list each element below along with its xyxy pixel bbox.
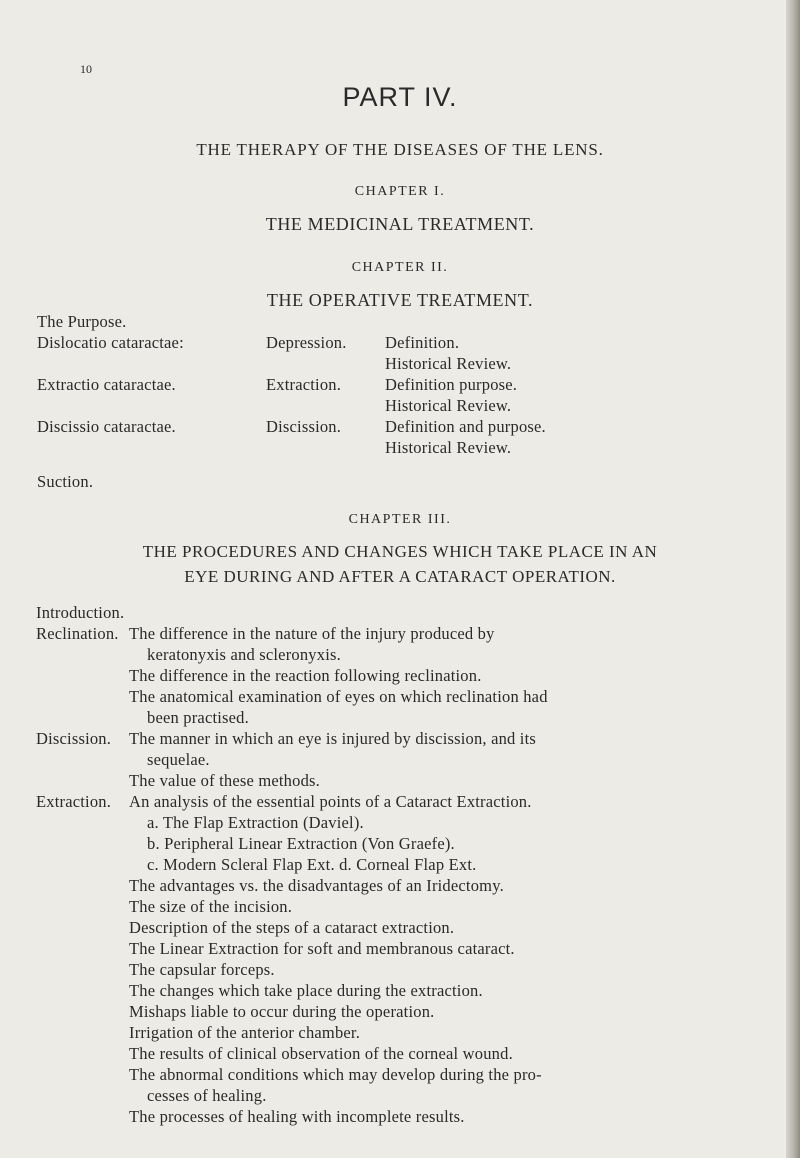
part-title: PART IV. [342, 82, 458, 112]
body-line: been practised. [147, 708, 249, 727]
side-heading-discission: Discission. [36, 729, 112, 748]
purpose-line: The Purpose. [37, 312, 127, 331]
body-line: The capsular forceps. [129, 960, 275, 979]
body-line: The Linear Extraction for soft and membranous cataract. [129, 939, 515, 958]
body-line: The value of these methods. [129, 771, 320, 790]
latin-term: Extractio cataractae. [37, 375, 176, 394]
topic-line: Definition purpose. [385, 375, 518, 394]
operation-name: Depression. [266, 333, 347, 352]
body-line: b. Peripheral Linear Extraction (Von Graefe). [147, 834, 455, 853]
topic-line: Definition and purpose. [385, 417, 546, 436]
operation-name: Extraction. [266, 375, 342, 394]
main-title: THE THERAPY OF THE DISEASES OF THE LENS. [196, 140, 604, 159]
introduction-line: Introduction. [36, 603, 125, 622]
page-number: 10 [80, 62, 92, 76]
side-heading-extraction: Extraction. [36, 792, 112, 811]
topic-line: Historical Review. [385, 354, 512, 373]
body-line: sequelae. [147, 750, 210, 769]
topic-line: Definition. [385, 333, 460, 352]
body-line: The results of clinical observation of the corneal wound. [129, 1044, 513, 1063]
body-line: The difference in the nature of the injury produced by [129, 624, 495, 643]
chapter-1-label: CHAPTER I. [354, 184, 446, 199]
operation-name: Discission. [266, 417, 342, 436]
body-line: The advantages vs. the disadvantages of an Iridectomy. [129, 876, 504, 895]
body-line: Description of the steps of a cataract extraction. [129, 918, 455, 937]
body-line: cesses of healing. [147, 1086, 267, 1105]
body-line: keratonyxis and scleronyxis. [147, 645, 341, 664]
body-line: c. Modern Scleral Flap Ext. d. Corneal Flap Ext. [147, 855, 477, 874]
body-line: The anatomical examination of eyes on which reclination had [129, 687, 548, 706]
chapter-2-title: THE OPERATIVE TREATMENT. [266, 290, 534, 310]
body-line: The difference in the reaction following reclination. [129, 666, 482, 685]
body-line: The size of the incision. [129, 897, 293, 916]
body-line: a. The Flap Extraction (Daviel). [147, 813, 364, 832]
suction-line: Suction. [37, 472, 94, 491]
body-line: The manner in which an eye is injured by discission, and its [129, 729, 537, 748]
topic-line: Historical Review. [385, 396, 512, 415]
side-heading-reclination: Reclination. [36, 624, 119, 643]
chapter-1-title: THE MEDICINAL TREATMENT. [265, 214, 535, 234]
body-line: Irrigation of the anterior chamber. [129, 1023, 361, 1042]
latin-term: Discissio cataractae. [37, 417, 176, 436]
latin-term: Dislocatio cataractae: [37, 333, 184, 352]
chapter-3-title-line: EYE DURING AND AFTER A CATARACT OPERATION. [184, 567, 616, 586]
body-line: An analysis of the essential points of a Cataract Extraction. [129, 792, 532, 811]
chapter-2-label: CHAPTER II. [351, 260, 449, 275]
chapter-3-title-line: THE PROCEDURES AND CHANGES WHICH TAKE PLACE IN AN [142, 542, 658, 561]
topic-line: Historical Review. [385, 438, 512, 457]
body-line: The changes which take place during the extraction. [129, 981, 483, 1000]
body-line: The processes of healing with incomplete results. [129, 1107, 465, 1126]
body-line: Mishaps liable to occur during the operation. [129, 1002, 435, 1021]
chapter-3-label: CHAPTER III. [348, 512, 452, 527]
body-line: The abnormal conditions which may develop during the pro- [129, 1065, 542, 1084]
